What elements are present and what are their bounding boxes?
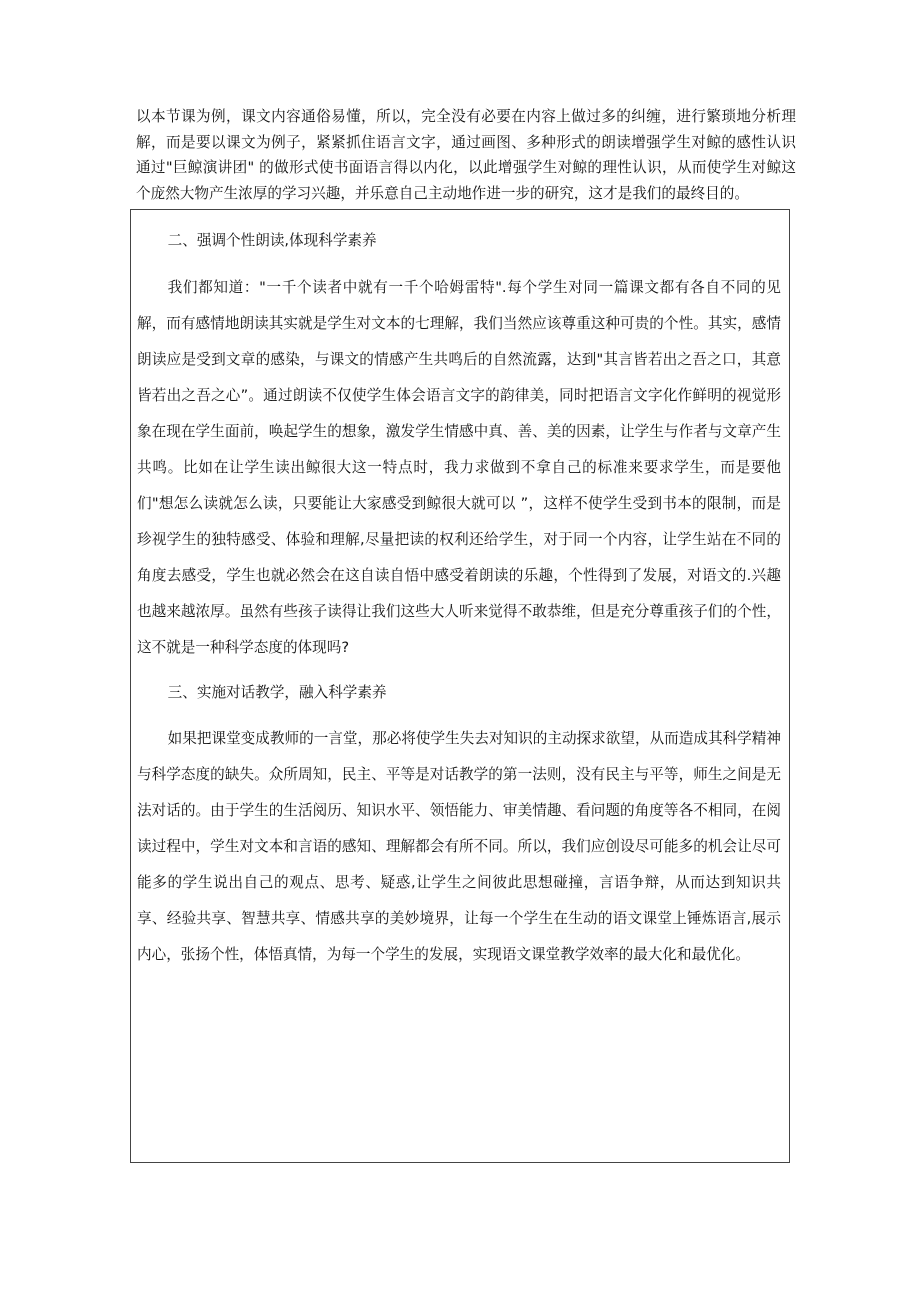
section-two-heading: 二、强调个性朗读,体现科学素养: [167, 232, 377, 249]
section-three-paragraph: 如果把课堂变成教师的一言堂，那必将使学生失去对知识的主动探求欲望，从而造成其科学精神与科学态度的缺失。众所周知，民主、平等是对话教学的第一法则，没有民主与平等，师生之间是无法对话的。由于学生的生活阅历、知识水平、领悟能力、审美情趣、看问题的角度等各不相同，在阅读过程中，学生对文本和言语的感知、理解都会有所不同。所以，我们应创设尽可能多的机会让尽可能多的学生说出自己的观点、思考、疑惑,让学生之间彼此思想碰撞，言语争辩，从而达到知识共享、经验共享、智慧共享、情感共享的美妙境界，让每一个学生在生动的语文课堂上锤炼语言,展示内心，张扬个性，体悟真情，为每一个学生的发展，实现语文课堂教学效率的最大化和最优化。: [137, 730, 781, 963]
section-three-heading: 三、实施对话教学，融入科学素养: [167, 684, 387, 701]
intro-paragraph: 以本节课为例，课文内容通俗易懂，所以，完全没有必要在内容上做过多的纠缠，进行繁琐地分析理解，而是要以课文为例子，紧紧抓住语言文字，通过画图、多种形式的朗读增强学生对鲸的感性认识 通过"巨鲸演讲团" 的做形式使书面语言得以内化，以此增强学生对鲸的理性认识，从而使学生对鲸这个庞然大物产生浓厚的学习兴趣，并乐意自己主动地作进一步的研究，这才是我们的最终目的。: [136, 108, 796, 202]
box-content: [137, 229, 781, 973]
section-two-paragraph: 我们都知道："一千个读者中就有一千个哈姆雷特".每个学生对同一篇课文都有各自不同的见解，而有感情地朗读其实就是学生对文本的七理解，我们当然应该尊重这种可贵的个性。其实，感情朗读应是受到文章的感染，与课文的情感产生共鸣后的自然流露，达到"其言皆若出之吾之口，其意皆若出之吾之心”。通过朗读不仅使学生体会语言文字的韵律美，同时把语言文字化作鲜明的视觉形象在现在学生面前，唤起学生的想象，激发学生情感中真、善、美的因素，让学生与作者与文章产生共鸣。比如在让学生读出鲸很大这一特点时，我力求做到不拿自己的标准来要求学生，而是要他们"想怎么读就怎么读，只要能让大家感受到鲸很大就可以 ”，这样不使学生受到书本的限制，而是珍视学生的独特感受、体验和理解,尽量把读的权利还给学生，对于同一个内容，让学生站在不同的角度去感受，学生也就必然会在这自读自悟中感受着朗读的乐趣，个性得到了发展，对语文的.兴趣也越来越浓厚。虽然有些孩子读得让我们这些大人听来觉得不敢恭维，但是充分尊重孩子们的个性，这不就是一种科学态度的体现吗?: [137, 279, 781, 656]
bordered-text-box: [130, 209, 790, 1163]
